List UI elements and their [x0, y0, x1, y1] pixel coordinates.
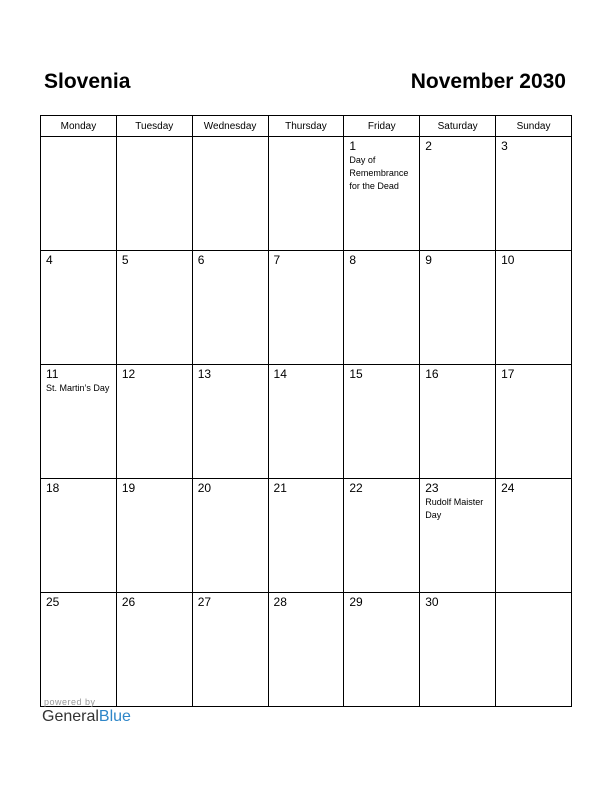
- day-cell: [41, 251, 117, 365]
- weekday-monday: Monday: [41, 116, 117, 137]
- day-number: 27: [197, 595, 212, 609]
- day-number: 28: [273, 595, 287, 609]
- day-cell: [268, 137, 344, 251]
- day-cell: [420, 593, 496, 707]
- day-cell: [116, 365, 192, 479]
- day-number: 24: [501, 481, 515, 495]
- day-cell: [496, 137, 572, 251]
- day-number: 16: [425, 367, 439, 381]
- day-cell: [268, 251, 344, 365]
- day-number: 2: [425, 139, 432, 153]
- day-cell: [192, 251, 268, 365]
- day-cell: [344, 479, 420, 593]
- day-cell: [41, 593, 117, 707]
- powered-by-text: powered by: [44, 697, 96, 707]
- week-row: [41, 593, 572, 707]
- day-cell: [41, 479, 117, 593]
- day-number: 25: [46, 595, 60, 609]
- day-number: 22: [349, 481, 363, 495]
- week-row: [41, 365, 572, 479]
- weekday-tuesday: Tuesday: [116, 116, 192, 137]
- calendar-grid: [40, 115, 572, 707]
- day-number: 15: [349, 367, 363, 381]
- day-cell: [496, 251, 572, 365]
- day-number: 13: [197, 367, 212, 381]
- day-cell: [41, 137, 117, 251]
- day-number: 5: [121, 253, 129, 267]
- logo-general: General: [42, 708, 99, 725]
- day-number: 9: [425, 253, 432, 267]
- day-cell: [344, 365, 420, 479]
- weekday-sunday: Sunday: [496, 116, 572, 137]
- day-number: 17: [501, 367, 515, 381]
- logo-blue: Blue: [98, 708, 131, 725]
- day-number: 14: [273, 367, 287, 381]
- day-cell: [344, 137, 420, 251]
- week-row: [41, 251, 572, 365]
- day-cell: [192, 365, 268, 479]
- holiday-label: St. Martin’s Day: [46, 383, 110, 393]
- country-title: Slovenia: [44, 70, 131, 93]
- day-number: 29: [349, 595, 363, 609]
- day-cell: [420, 251, 496, 365]
- day-number: 20: [197, 481, 212, 495]
- weekday-thursday: Thursday: [268, 116, 344, 137]
- day-number: 10: [501, 253, 515, 267]
- week-row: [41, 479, 572, 593]
- generalblue-logo: [42, 708, 131, 726]
- day-number: 26: [121, 595, 136, 609]
- day-number: 3: [501, 139, 508, 153]
- day-cell: [420, 137, 496, 251]
- weekday-saturday: Saturday: [420, 116, 496, 137]
- weekday-friday: Friday: [344, 116, 420, 137]
- day-number: 11: [46, 367, 59, 381]
- generalblue-branding: [42, 697, 131, 726]
- day-cell: [41, 365, 117, 479]
- day-cell: [192, 479, 268, 593]
- day-cell: [192, 137, 268, 251]
- day-number: 6: [197, 253, 205, 267]
- weekday-wednesday: Wednesday: [192, 116, 268, 137]
- day-number: 8: [349, 253, 357, 267]
- day-number: 30: [425, 595, 439, 609]
- day-cell: [496, 365, 572, 479]
- day-cell: [192, 593, 268, 707]
- month-title: November 2030: [410, 70, 566, 93]
- day-number: 23: [425, 481, 439, 495]
- day-cell: [420, 365, 496, 479]
- day-cell: [116, 593, 192, 707]
- day-cell: [344, 593, 420, 707]
- day-cell: [496, 593, 572, 707]
- day-number: 7: [273, 253, 281, 267]
- day-cell: [344, 251, 420, 365]
- day-cell: [420, 479, 496, 593]
- holiday-label: Rudolf Maister Day: [425, 497, 484, 520]
- day-cell: [496, 479, 572, 593]
- day-cell: [268, 593, 344, 707]
- day-cell: [116, 479, 192, 593]
- day-number: 1: [349, 139, 357, 153]
- holiday-label: Day of Remembrance for the Dead: [349, 155, 409, 191]
- day-number: 21: [273, 481, 287, 495]
- day-number: 4: [46, 253, 53, 267]
- day-number: 12: [121, 367, 136, 381]
- day-cell: [116, 137, 192, 251]
- day-cell: [268, 479, 344, 593]
- day-cell: [116, 251, 192, 365]
- day-cell: [268, 365, 344, 479]
- day-number: 18: [46, 481, 60, 495]
- weekday-header-row: [41, 116, 572, 137]
- week-row: [41, 137, 572, 251]
- day-number: 19: [121, 481, 136, 495]
